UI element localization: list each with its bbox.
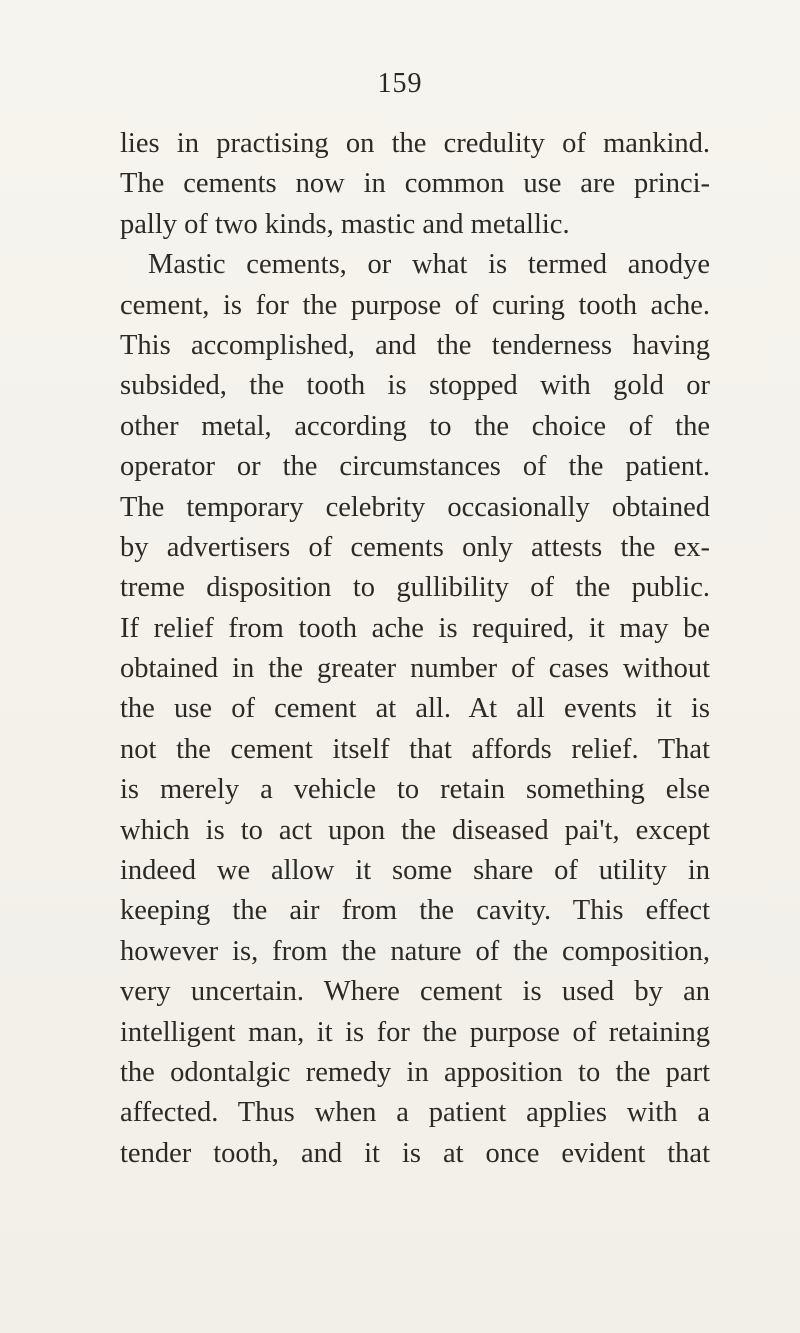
page-number: 159 xyxy=(377,68,423,99)
text-line: affected. Thus when a patient applies with a xyxy=(120,1097,710,1129)
text-line: is merely a vehicle to retain something else xyxy=(120,774,710,806)
text-line: The cements now in common use are princi- xyxy=(120,168,710,200)
text-line: intelligent man, it is for the purpose of retaining xyxy=(120,1016,710,1048)
text-line: operator or the circumstances of the patient. xyxy=(120,451,710,483)
text-line: which is to act upon the diseased pai't, except xyxy=(120,814,710,846)
text-line: keeping the air from the cavity. This effect xyxy=(120,895,710,927)
text-line: the use of cement at all. At all events it is xyxy=(120,693,710,725)
text-line: the odontalgic remedy in apposition to the part xyxy=(120,1056,710,1088)
text-line: pally of two kinds, mastic and metallic. xyxy=(120,208,570,240)
text-line: obtained in the greater number of cases without xyxy=(120,653,710,685)
text-line: tender tooth, and it is at once evident that xyxy=(120,1137,710,1169)
text-line: This accomplished, and the tenderness having xyxy=(120,329,710,361)
text-line: indeed we allow it some share of utility in xyxy=(120,855,710,887)
text-line: cement, is for the purpose of curing tooth ache. xyxy=(120,289,710,321)
text-line: If relief from tooth ache is required, it may be xyxy=(120,612,710,644)
text-line: treme disposition to gullibility of the public. xyxy=(120,572,710,604)
text-line: by advertisers of cements only attests the ex- xyxy=(120,531,710,563)
text-line: lies in practising on the credulity of mankind. xyxy=(120,128,710,159)
text-line: subsided, the tooth is stopped with gold or xyxy=(120,370,710,402)
text-line: Mastic cements, or what is termed anodye xyxy=(148,249,710,281)
text-line: very uncertain. Where cement is used by an xyxy=(120,976,710,1008)
body-text xyxy=(120,124,710,1174)
text-line: however is, from the nature of the composition, xyxy=(120,935,710,967)
text-line: not the cement itself that affords relief. That xyxy=(120,733,710,765)
text-line: other metal, according to the choice of the xyxy=(120,410,710,442)
text-line: The temporary celebrity occasionally obtained xyxy=(120,491,710,523)
